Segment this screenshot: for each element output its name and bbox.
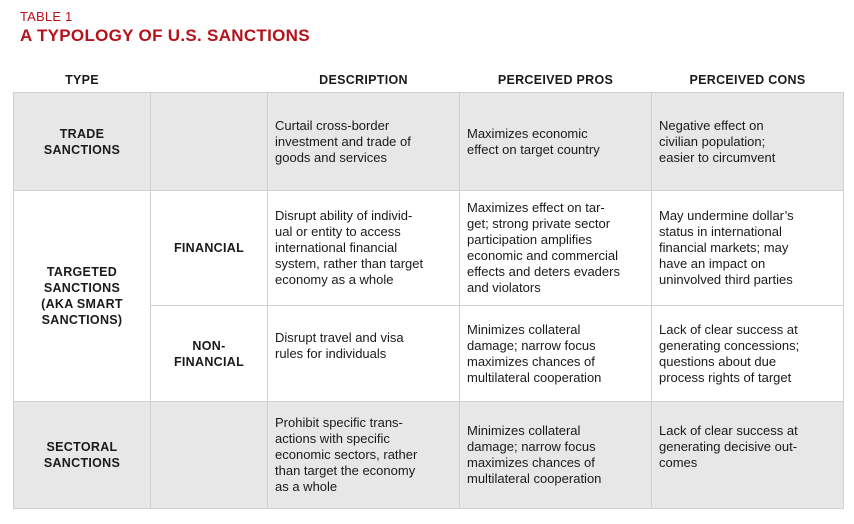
header-description: DESCRIPTION [319, 73, 408, 87]
type-cell: TRADE SANCTIONS [14, 93, 151, 191]
subtype-cell [151, 93, 268, 191]
subtype-cell [151, 402, 268, 509]
pros-cell: Maximizes economic effect on target country [460, 93, 652, 191]
description-cell: Disrupt ability of individ- ual or entity to access international financial system, rather than target economy as a whole [268, 191, 460, 306]
table-row [14, 93, 844, 191]
header-cons: PERCEIVED CONS [689, 73, 806, 87]
pros-cell: Maximizes effect on tar- get; strong private sector participation amplifies economic and commercial effects and deters evaders and violators [460, 191, 652, 306]
table-row [14, 402, 844, 509]
header-subtype [151, 68, 268, 93]
pros-cell: Minimizes collateral damage; narrow focus maximizes chances of multilateral cooperation [460, 306, 652, 402]
description-cell: Curtail cross-border investment and trade of goods and services [268, 93, 460, 191]
table-row [14, 191, 844, 306]
header-pros: PERCEIVED PROS [497, 73, 614, 87]
description-cell: Prohibit specific trans- actions with specific economic sectors, rather than target the economy as a whole [268, 402, 460, 509]
subtype-cell: FINANCIAL [151, 191, 268, 306]
table-title: A TYPOLOGY OF U.S. SANCTIONS [20, 26, 310, 45]
cons-cell: May undermine dollar’s status in international financial markets; may have an impact on uninvolved third parties [652, 191, 844, 306]
sanctions-table [13, 68, 844, 509]
type-cell: SECTORAL SANCTIONS [14, 402, 151, 509]
type-cell: TARGETED SANCTIONS (AKA SMART SANCTIONS) [14, 191, 151, 402]
table-label: TABLE 1 [20, 9, 73, 24]
cons-cell: Negative effect on civilian population; easier to circumvent [652, 93, 844, 191]
subtype-cell: NON- FINANCIAL [151, 306, 268, 402]
cons-cell: Lack of clear success at generating decisive out- comes [652, 402, 844, 509]
description-cell: Disrupt travel and visa rules for individuals [268, 306, 460, 402]
header-row [14, 68, 844, 93]
header-type: TYPE [65, 73, 99, 87]
pros-cell: Minimizes collateral damage; narrow focus maximizes chances of multilateral cooperation [460, 402, 652, 509]
cons-cell: Lack of clear success at generating concessions; questions about due process rights of target [652, 306, 844, 402]
